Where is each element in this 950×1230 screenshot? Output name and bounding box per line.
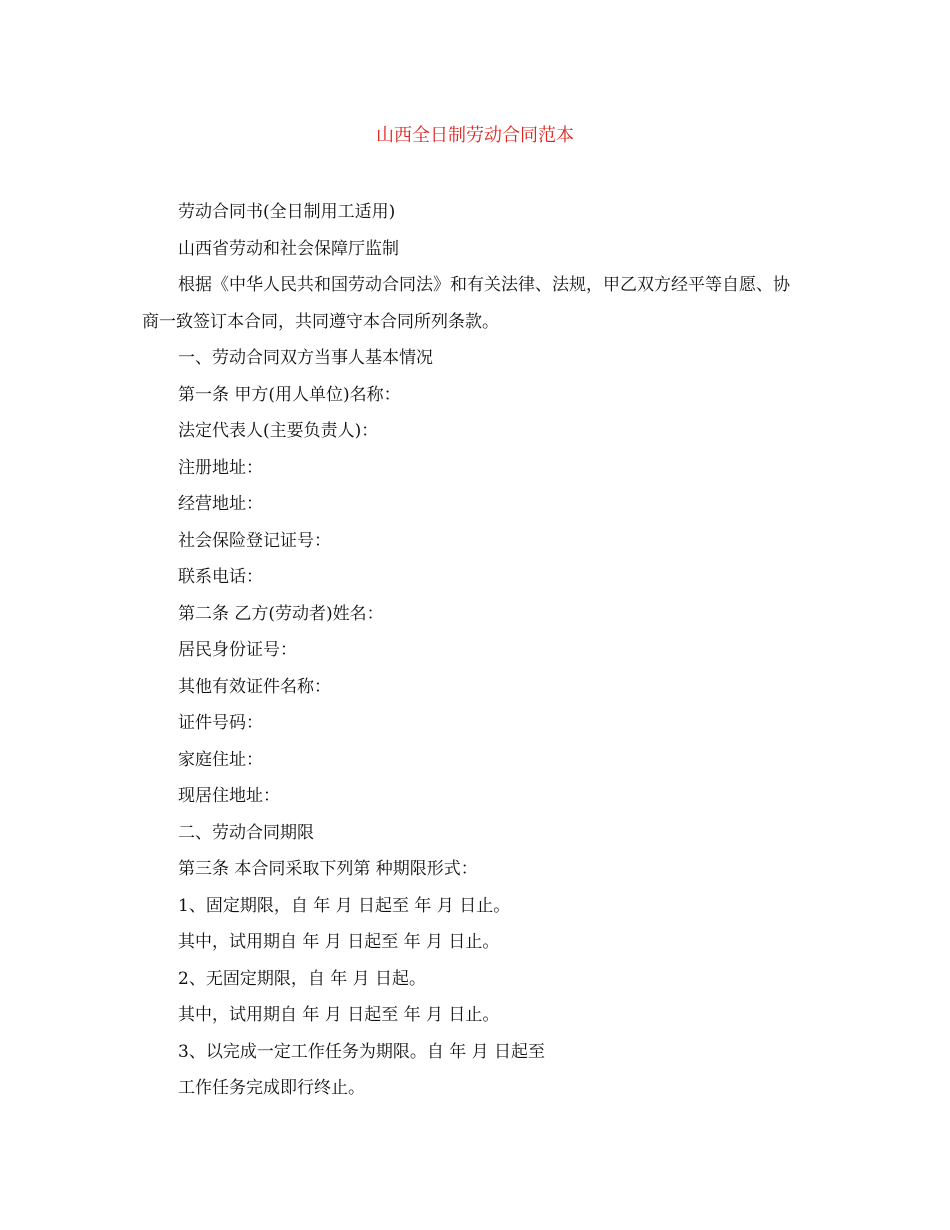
field-phone: 联系电话： [178,567,263,587]
field-document-number: 证件号码： [178,713,263,733]
term-option-task-based: 3、以完成一定工作任务为期限。自 年 月 日起至 [178,1041,546,1062]
task-completion-clause: 工作任务完成即行终止。 [178,1078,365,1098]
document-title: 山西全日制劳动合同范本 [376,125,574,146]
term-option-open-ended: 2、无固定期限，自 年 月 日起。 [178,968,427,989]
field-legal-representative: 法定代表人(主要负责人)： [178,421,379,441]
term-option-fixed: 1、固定期限，自 年 月 日起至 年 月 日止。 [178,895,511,916]
field-other-document-name: 其他有效证件名称： [178,676,331,697]
field-home-address: 家庭住址： [178,749,263,770]
probation-fixed: 其中，试用期自 年 月 日起至 年 月 日止。 [178,932,500,952]
field-id-number: 居民身份证号： [178,640,297,660]
paragraph-contract-heading: 劳动合同书(全日制用工适用) [178,202,396,222]
article-three: 第三条 本合同采取下列第 种期限形式： [178,859,478,879]
section-heading-term: 二、劳动合同期限 [178,822,314,843]
field-employee-name: 第二条 乙方(劳动者)姓名： [178,603,384,624]
field-registered-address: 注册地址： [178,457,263,478]
probation-open-ended: 其中，试用期自 年 月 日起至 年 月 日止。 [178,1005,500,1025]
paragraph-supervisor: 山西省劳动和社会保障厅监制 [178,238,399,259]
field-current-address: 现居住地址： [178,786,280,806]
paragraph-preamble: 根据《中华人民共和国劳动合同法》和有关法律、法规，甲乙双方经平等自愿、协商一致签订本合同，共同遵守本合同所列条款。 [142,275,790,332]
field-business-address: 经营地址： [178,494,263,514]
field-employer-name: 第一条 甲方(用人单位)名称： [178,384,401,405]
document-body [142,194,802,1107]
field-social-insurance-number: 社会保险登记证号： [178,530,331,551]
section-heading-parties: 一、劳动合同双方当事人基本情况 [178,348,433,368]
